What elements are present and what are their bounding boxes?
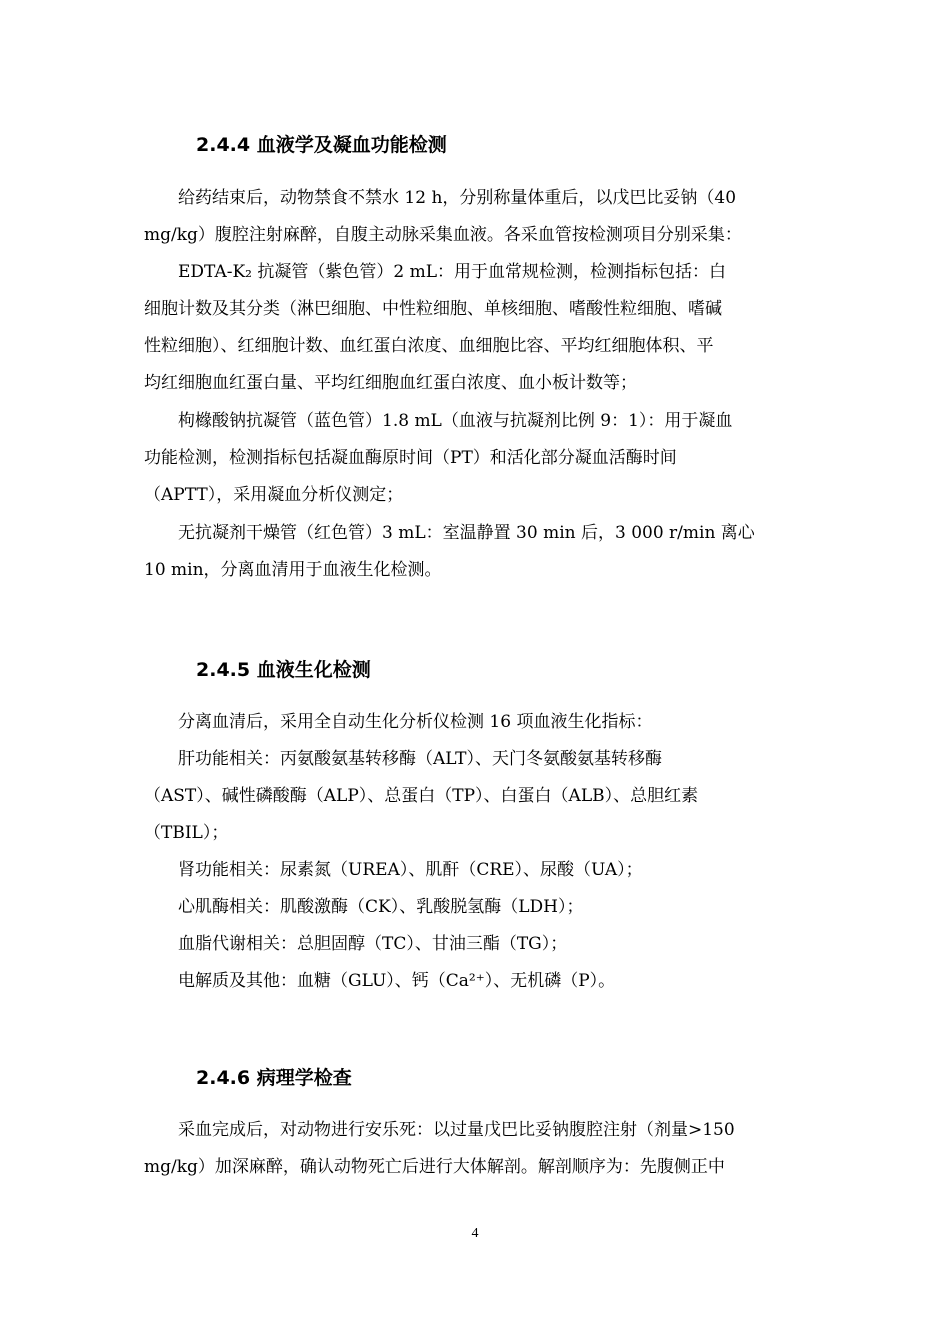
text-line: （APTT），采用凝血分析仪测定； xyxy=(144,485,404,505)
text-line: 枸橼酸钠抗凝管（蓝色管）1.8 mL（血液与抗凝剂比例 9：1）：用于凝血 xyxy=(178,411,733,431)
text-line: 血脂代谢相关：总胆固醇（TC）、甘油三酯（TG）； xyxy=(178,934,568,954)
section-heading-2-4-6: 2.4.6 病理学检查 xyxy=(196,1067,352,1089)
text-line: 功能检测，检测指标包括凝血酶原时间（PT）和活化部分凝血活酶时间 xyxy=(144,448,677,468)
text-line: 性粒细胞）、红细胞计数、血红蛋白浓度、血细胞比容、平均红细胞体积、平 xyxy=(144,336,714,356)
text-line: 10 min，分离血清用于血液生化检测。 xyxy=(144,560,442,580)
text-line: mg/kg）腹腔注射麻醉，自腹主动脉采集血液。各采血管按检测项目分别采集： xyxy=(144,225,742,245)
text-line: 均红细胞血红蛋白量、平均红细胞血红蛋白浓度、血小板计数等； xyxy=(144,373,637,393)
text-line: （AST）、碱性磷酸酶（ALP）、总蛋白（TP）、白蛋白（ALB）、总胆红素 xyxy=(144,786,699,806)
text-line: mg/kg）加深麻醉，确认动物死亡后进行大体解剖。解剖顺序为：先腹侧正中 xyxy=(144,1157,725,1177)
text-line: EDTA-K₂ 抗凝管（紫色管）2 mL：用于血常规检测，检测指标包括：白 xyxy=(178,262,727,282)
text-line: 细胞计数及其分类（淋巴细胞、中性粒细胞、单核细胞、嗜酸性粒细胞、嗜碱 xyxy=(144,299,722,319)
text-line: 给药结束后，动物禁食不禁水 12 h，分别称量体重后，以戊巴比妥钠（40 xyxy=(178,188,737,208)
text-line: 心肌酶相关：肌酸激酶（CK）、乳酸脱氢酶（LDH）； xyxy=(178,897,584,917)
text-line: 肝功能相关：丙氨酸氨基转移酶（ALT）、天门冬氨酸氨基转移酶 xyxy=(178,749,663,769)
text-line: 无抗凝剂干燥管（红色管）3 mL：室温静置 30 min 后，3 000 r/min 离心 xyxy=(178,523,755,543)
text-line: 肾功能相关：尿素氮（UREA）、肌酐（CRE）、尿酸（UA）； xyxy=(178,860,643,880)
text-line: 电解质及其他：血糖（GLU）、钙（Ca²⁺）、无机磷（P）。 xyxy=(178,971,616,991)
section-heading-2-4-5: 2.4.5 血液生化检测 xyxy=(196,659,371,681)
text-line: 分离血清后，采用全自动生化分析仪检测 16 项血液生化指标： xyxy=(178,712,653,732)
text-line: 采血完成后，对动物进行安乐死：以过量戊巴比妥钠腹腔注射（剂量>150 xyxy=(178,1120,735,1140)
page-number: 4 xyxy=(471,1226,479,1241)
text-line: （TBIL）； xyxy=(144,823,229,843)
section-heading-2-4-4: 2.4.4 血液学及凝血功能检测 xyxy=(196,134,447,156)
